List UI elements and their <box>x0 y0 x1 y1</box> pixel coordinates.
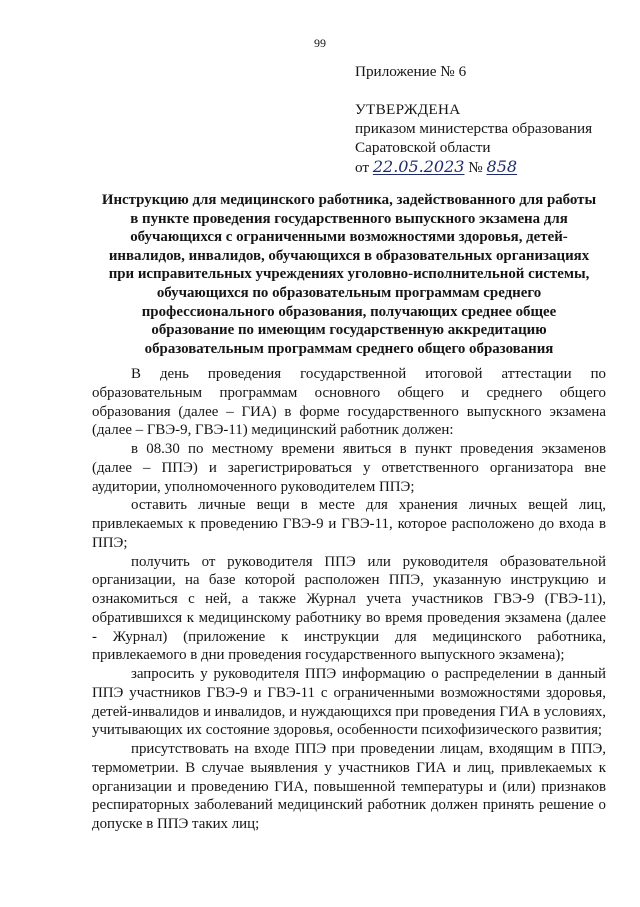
paragraph: запросить у руководителя ППЭ информацию о распределении в данный ППЭ участников ГВЭ-9 и ГВЭ-11 с ограниченными возможностями здоровья, детей-инвалидов и инвалидов, и нуждающихся при проведения ГИА в условиях, учитывающих их состояние здоровья, особенности психофизического развития; <box>92 666 606 739</box>
order-date-number-line <box>355 157 625 177</box>
order-number: 858 <box>486 157 518 176</box>
date-prefix: от <box>355 159 370 176</box>
annex-label: Приложение № 6 <box>355 63 467 80</box>
document-body <box>92 365 606 834</box>
title-line: образовательным программам среднего общего образования <box>144 340 554 357</box>
paragraph: получить от руководителя ППЭ или руководителя образовательной организации, на базе которой расположен ППЭ, указанную инструкцию и ознакомиться с ней, а также Журнал учета участников ГВЭ-9 (ГВЭ-11), обратившихся к медицинскому работнику во время проведения экзамена (далее - Журнал) (приложение к инструкции для медицинского работника, привлекаемого в дни проведения государственного выпускного экзамена); <box>92 553 606 664</box>
title-line: Инструкцию для медицинского работника, задействованного для работы <box>101 192 597 208</box>
paragraph: присутствовать на входе ППЭ при проведении лицам, входящим в ППЭ, термометрии. В случае выявления у участников ГИА и лиц, привлекаемых к организации и проведению ГИА, повышенной температуры и (или) признаков респираторных заболеваний медицинский работник должен принять решение о допуске в ППЭ таких лиц; <box>92 741 606 832</box>
title-line: инвалидов, инвалидов, обучающихся в образовательных организациях <box>108 247 590 264</box>
title-line: профессионального образования, получающих среднее общее <box>141 303 557 320</box>
order-line-1: приказом министерства образования <box>355 120 593 137</box>
page-number: 99 <box>314 36 326 50</box>
order-date: 22.05.2023 <box>372 157 465 176</box>
title-line: при исправительных учреждениях уголовно-исполнительной системы, <box>108 266 590 283</box>
approved-heading: УТВЕРЖДЕНА <box>355 101 461 118</box>
document-title <box>88 191 610 358</box>
approval-block <box>355 62 625 177</box>
paragraph: в 08.30 по местному времени явиться в пункт проведения экзаменов (далее – ППЭ) и зарегистрироваться у ответственного организатора вне аудитории, уполномоченного руководителем ППЭ; <box>92 441 606 495</box>
paragraph: оставить личные вещи в месте для хранения личных вещей лиц, привлекаемых к проведению ГВЭ-9 и ГВЭ-11, которое расположено до входа в ППЭ; <box>92 497 606 551</box>
title-line: образование по имеющим государственную аккредитацию <box>151 322 547 339</box>
title-line: обучающихся по образовательным программам среднего <box>156 284 542 301</box>
order-line-2: Саратовской области <box>355 139 491 156</box>
number-prefix: № <box>468 159 483 176</box>
paragraph: В день проведения государственной итоговой аттестации по образовательным программам основного общего и среднего общего образования (далее – ГИА) в форме государственного выпускного экзамена (далее – ГВЭ-9, ГВЭ-11) медицинский работник должен: <box>92 366 606 439</box>
title-line: в пункте проведения государственного выпускного экзамена для <box>130 210 568 227</box>
title-line: обучающихся с ограниченными возможностями здоровья, детей- <box>130 229 568 246</box>
